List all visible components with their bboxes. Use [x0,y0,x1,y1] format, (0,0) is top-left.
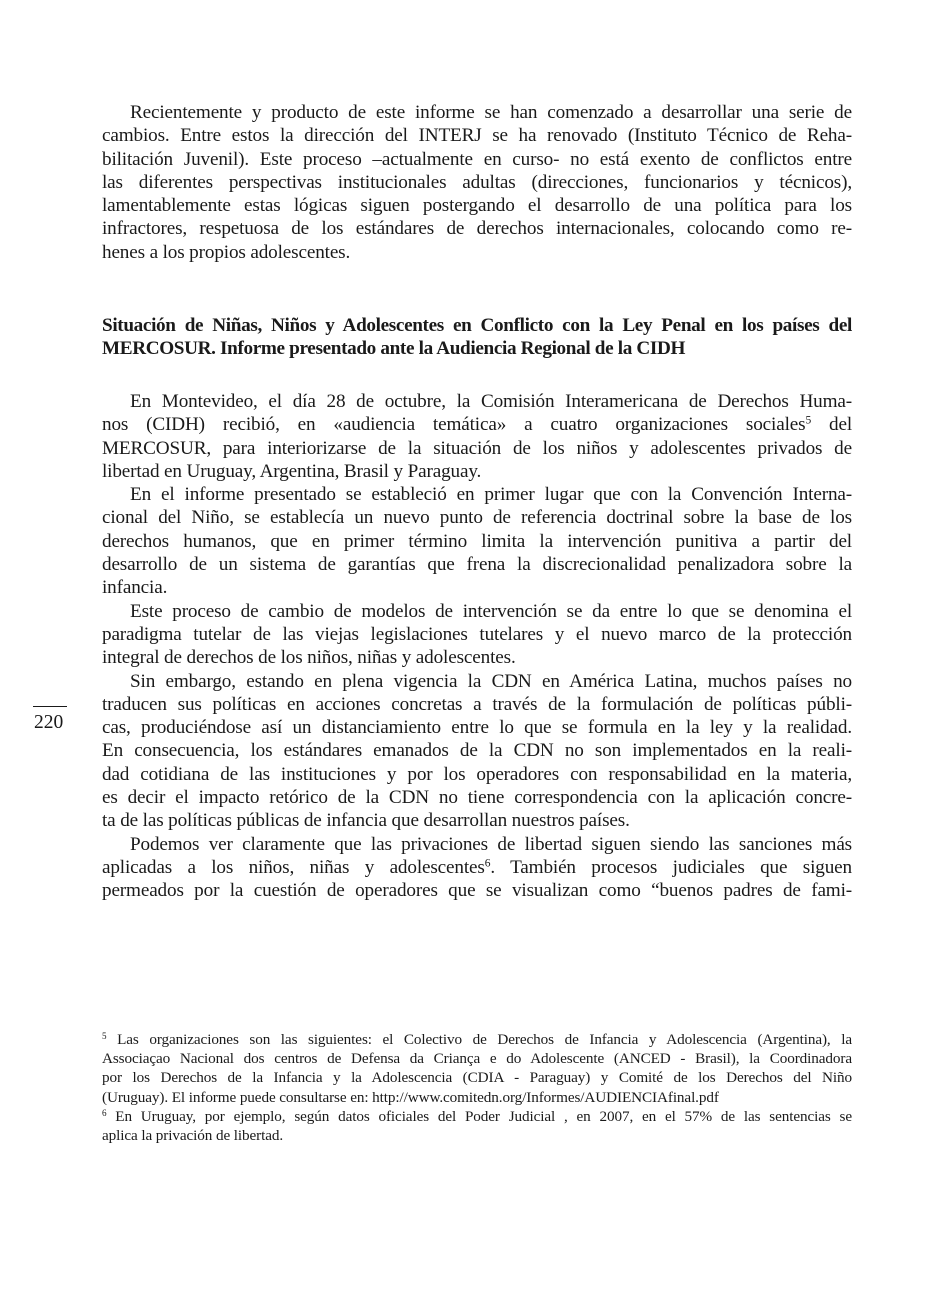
text-line: Podemos ver claramente que las privaciones de libertad siguen siendo las sanciones más [130,833,852,855]
heading-line: MERCOSUR. Informe presentado ante la Audiencia Regional de la CIDH [102,338,686,360]
text-line: cional del Niño, se establecía un nuevo punto de referencia doctrinal sobre la base de los [102,507,852,529]
heading-line: Situación de Niñas, Niños y Adolescentes en Conflicto con la Ley Penal en los países del [102,315,852,336]
text-line: es decir el impacto retórico de la CDN no tiene correspondencia con la aplicación concre- [102,787,852,809]
text-line: derechos humanos, que en primer término limita la intervención punitiva a partir del [102,530,852,552]
footnote-text: En Uruguay, por ejemplo, según datos oficiales del Poder Judicial , en 2007, en el 57% de las sentencias se [106,1107,852,1125]
text-span: aplicadas a los niños, niñas y adolescentes [102,856,485,878]
text-line: dad cotidiana de las instituciones y por los operadores con responsabilidad en la materia, [102,763,852,785]
body-text [102,390,852,903]
text-span: nos (CIDH) recibió, en «audiencia temática» a cuatro organizaciones sociales [102,414,806,436]
text-line: traducen sus políticas en acciones concretas a través de la formulación de políticas públi- [102,693,852,715]
text-line: En consecuencia, los estándares emanados de la CDN no son implementados en la reali- [102,740,852,762]
page-number-rule [33,706,67,707]
footnote-mark: 6 [102,1107,107,1118]
footnote-ref-5[interactable]: 5 [805,414,812,427]
text-line: En Montevideo, el día 28 de octubre, la Comisión Interamericana de Derechos Huma- [130,391,852,412]
text-line: libertad en Uruguay, Argentina, Brasil y Paraguay. [102,460,482,482]
footnote-line: por los Derechos de la Infancia y la Adolescencia (CDIA - Paraguay) y Comité de los Derechos del Niño [102,1069,852,1087]
text-line: En el informe presentado se estableció en primer lugar que con la Convención Interna- [130,484,852,506]
text-line: integral de derechos de los niños, niñas y adolescentes. [102,647,516,669]
footnote-line: aplica la privación de libertad. [102,1126,284,1144]
footnote-line: Associaçao Nacional dos centros de Defensa da Criança e do Adolescente (ANCED - Brasil), la Coordinadora [102,1050,852,1068]
text-span: . También procesos judiciales que siguen [490,856,852,878]
footnote-6 [102,1107,852,1126]
text-line: Este proceso de cambio de modelos de intervención se da entre lo que se denomina el [130,600,852,622]
footnote-text: Las organizaciones son las siguientes: el Colectivo de Derechos de Infancia y Adolescencia (Argentina), la [106,1031,852,1048]
footnote-5 [102,1030,852,1049]
text-line: infancia. [102,577,168,599]
text-line: cambios. Entre estos la dirección del INTERJ se ha renovado (Instituto Técnico de Reha- [102,125,852,147]
page-number: 220 [34,712,64,733]
text-line: lamentablemente estas lógicas siguen postergando el desarrollo de una política para los [102,195,852,217]
text-line: Sin embargo, estando en plena vigencia la CDN en América Latina, muchos países no [130,670,852,692]
footnote-line-url[interactable]: (Uruguay). El informe puede consultarse en: http://www.comitedn.org/Informes/AUDIENCIAfinal.pdf [102,1088,719,1106]
footnote-ref-6[interactable]: 6 [484,857,491,870]
text-line: paradigma tutelar de las viejas legislaciones tutelares y el nuevo marco de la protección [102,623,852,645]
text-line: cas, produciéndose así un distanciamiento entre lo que se formula en la ley y la realidad. [102,717,852,739]
text-line [102,856,852,879]
section-heading [102,314,852,361]
text-line: las diferentes perspectivas institucionales adultas (direcciones, funcionarios y técnicos), [102,171,852,193]
text-line: permeados por la cuestión de operadores que se visualizan como “buenos padres de fami- [102,880,852,902]
text-line: henes a los propios adolescentes. [102,241,351,263]
text-line: infractores, respetuosa de los estándares de derechos internacionales, colocando como re- [102,218,852,240]
text-line: desarrollo de un sistema de garantías que frena la discrecionalidad penalizadora sobre la [102,554,852,576]
text-line: MERCOSUR, para interiorizarse de la situación de los niños y adolescentes privados de [102,437,852,459]
text-line: bilitación Juvenil). Este proceso –actualmente en curso- no está exento de conflictos entre [102,148,852,170]
text-line: ta de las políticas públicas de infancia que desarrollan nuestros países. [102,810,630,832]
text-line: Recientemente y producto de este informe se han comenzado a desarrollar una serie de [130,102,852,123]
footnote-mark: 5 [102,1030,107,1041]
text-span: del [811,414,853,436]
text-line [102,413,852,436]
intro-paragraph [102,101,852,264]
footnotes [102,1030,852,1145]
